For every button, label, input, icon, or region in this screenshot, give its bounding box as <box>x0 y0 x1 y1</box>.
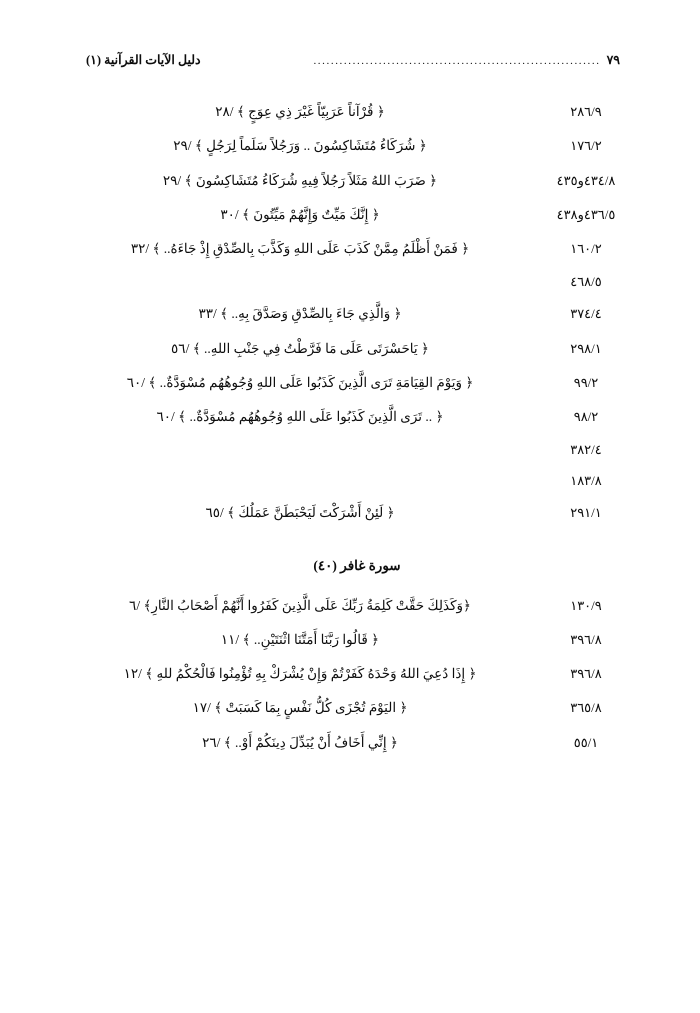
entry-reference: ١٣٠/٩ <box>570 597 602 613</box>
index-row <box>58 596 642 616</box>
entry-text: ﴿ لَئِنْ أَشْرَكْتَ لَيَحْبَطَنَّ عَمَلُكَ ﴾ /٦٥ <box>205 505 395 521</box>
page-number: ٧٩ <box>606 53 620 67</box>
entry-reference: ٣٩٦/٨ <box>570 666 602 681</box>
index-row <box>58 664 642 684</box>
index-row <box>58 205 642 225</box>
entry-reference: ٣٧٤/٤ <box>570 306 602 322</box>
entry-reference: ١٦٠/٢ <box>570 241 602 256</box>
entry-text: ﴿ إِنِّي أَخَافُ أَنْ يُبَدِّلَ دِينَكُمْ أَوْ.. ﴾ /٢٦ <box>202 734 398 750</box>
index-entries-block-1 <box>58 102 642 524</box>
index-row <box>58 698 642 718</box>
index-row <box>58 503 642 523</box>
index-row <box>58 239 642 259</box>
entry-reference: ١٨٣/٨ <box>570 473 602 489</box>
index-row <box>58 102 642 122</box>
entry-reference: ٩٩/٢ <box>573 374 599 390</box>
page-header <box>58 52 642 68</box>
index-row <box>58 441 642 458</box>
entry-text: ﴿ وَالَّذِي جَاءَ بِالصِّدْقِ وَصَدَّقَ بِهِ.. ﴾ /٣٣ <box>198 306 402 322</box>
index-row <box>58 407 642 427</box>
entry-reference: ٤٦٨/٥ <box>570 274 602 290</box>
index-row <box>58 273 642 290</box>
entry-reference: ٥٥/١ <box>573 734 599 750</box>
entry-text: ﴿ اليَوْمَ تُجْزَى كُلُّ نَفْسٍ بِمَا كَسَبَتْ ﴾ /١٧ <box>192 700 408 716</box>
entry-text: ﴿ ضَرَبَ اللهُ مَثَلاً رَجُلاً فِيهِ شُرَكَاءُ مُتَشَاكِسُونَ ﴾ /٢٩ <box>162 172 438 188</box>
entry-text: ﴿ قُرْآناً عَرَبِيّاً غَيْرَ ذِي عِوَجٍ ﴾ /٢٨ <box>215 104 385 119</box>
entry-text: ﴿ .. تَرَى الَّذِينَ كَذَبُوا عَلَى اللهِ وُجُوهُهُم مُسْوَدَّةٌ.. ﴾ /٦٠ <box>156 409 444 424</box>
entry-text <box>58 472 530 485</box>
index-row <box>58 373 642 393</box>
index-row <box>58 136 642 156</box>
entry-text: ﴿ شُرَكَاءُ مُتَشَاكِسُونَ .. وَرَجُلاً سَلَماً لِرَجُلٍ ﴾ /٢٩ <box>173 138 427 154</box>
entry-reference: ٣٦٥/٨ <box>570 700 602 716</box>
entry-reference: ٤٣٦/٥و٤٣٨ <box>556 206 616 222</box>
entry-reference: ٢٨٦/٩ <box>570 104 602 119</box>
entry-text: ﴿ يَاحَسْرَتَى عَلَى مَا فَرَّطْتُ فِي جَنْبِ اللهِ.. ﴾ /٥٦ <box>171 340 429 356</box>
entry-text <box>58 441 530 454</box>
header-dot-leader: .................................................................. <box>313 55 601 67</box>
index-row <box>58 339 642 359</box>
entry-text <box>58 273 530 286</box>
index-row <box>58 630 642 650</box>
entry-reference: ٣٨٢/٤ <box>570 442 602 458</box>
entry-reference: ٤٣٤/٨و٤٣٥ <box>556 172 616 188</box>
entry-reference: ٣٩٦/٨ <box>570 631 602 647</box>
entry-reference: ٩٨/٢ <box>573 409 599 424</box>
entry-text: ﴿ فَمَنْ أَظْلَمُ مِمَّنْ كَذَبَ عَلَى اللهِ وَكَذَّبَ بِالصِّدْقِ إِذْ جَاءَهُ.. ﴾ /٣٢ <box>130 241 470 256</box>
entry-text: ﴿ قَالُوا رَبَّنَا أَمَتَّنَا اثْنَتَيْنِ.. ﴾ /١١ <box>220 631 380 647</box>
entry-text: ﴿ إِذَا دُعِيَ اللهُ وَحْدَهُ كَفَرْتُمْ وَإِنْ يُشْرَكْ بِهِ تُؤْمِنُوا فَالْحُكْمُ للهِ ﴾ /١٢ <box>123 666 477 681</box>
header-title: دليل الآيات القرآنية (١) <box>86 53 201 67</box>
entry-text: ﴿وَكَذَلِكَ حَقَّتْ كَلِمَةُ رَبِّكَ عَلَى الَّذِينَ كَفَرُوا أَنَّهُمْ أَصْحَابُ النَّارِ﴾ /٦ <box>129 597 471 613</box>
index-row <box>58 171 642 191</box>
entry-reference: ٢٩١/١ <box>570 505 602 521</box>
surah-heading: سورة غافر (٤٠) <box>313 557 401 573</box>
index-entries-block-2 <box>58 596 642 753</box>
entry-text: ﴿ إِنَّكَ مَيِّتٌ وَإِنَّهُمْ مَيِّتُونَ ﴾ /٣٠ <box>220 206 380 222</box>
entry-reference: ٢٩٨/١ <box>570 340 602 356</box>
index-row <box>58 472 642 489</box>
index-row <box>58 733 642 753</box>
entry-reference: ١٧٦/٢ <box>570 138 602 154</box>
entry-text: ﴿ وَيَوْمَ القِيَامَةِ تَرَى الَّذِينَ كَذَبُوا عَلَى اللهِ وُجُوهُهُم مُسْوَدَّةٌ.. ﴾ /٦٠ <box>126 374 474 390</box>
index-row <box>58 304 642 324</box>
